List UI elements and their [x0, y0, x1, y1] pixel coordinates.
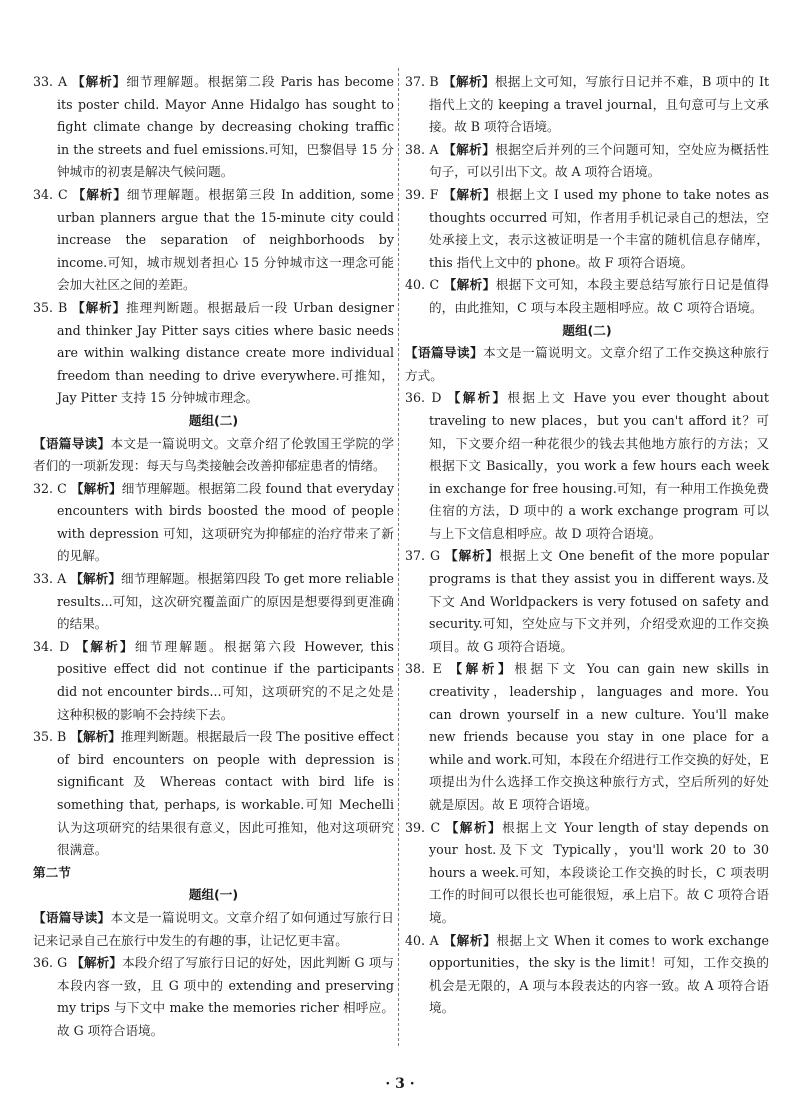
analysis-text: 根据下文 You can gain new skills in creativity，leadership，languages and more. You can drown yourself in a new culture. You'll make new friends because you stay in one place for a while and work.可知，本段在介绍进行工作交换的好处，E 项提出为什么选择工作交换这种旅行方式，空后所列的好处就是原因。故 E 项符合语境。 [429, 661, 769, 812]
page-number: · 3 · [385, 1076, 415, 1092]
analysis-tag: 【解析】 [75, 638, 135, 654]
analysis-text: 本段介绍了写旅行日记的好处，因此判断 G 项与本段内容一致，且 G 项中的 extending and preserving my trips 与下文中 make the memories richer 相呼应。故 G 项符合语境。 [57, 955, 394, 1038]
answer-item [33, 478, 394, 568]
analysis-tag: 【解析】 [72, 74, 127, 89]
intro-text: 本文是一篇说明文。文章介绍了工作交换这种旅行方式。 [405, 345, 770, 383]
answer-number: 34. D [33, 638, 70, 654]
analysis-tag: 【解析】 [70, 571, 122, 587]
answer-number: 35. B [33, 299, 68, 315]
analysis-tag: 【解析】 [443, 186, 497, 202]
answer-item [33, 71, 394, 184]
answer-number: 40. C [405, 277, 440, 293]
left-column [33, 71, 394, 1043]
answer-number: 33. A [33, 74, 68, 89]
answer-number: 36. G [33, 955, 68, 971]
analysis-text: 细节理解题。根据第二段 Paris has become its poster child. Mayor Anne Hidalgo has sought to fight climate change by decreasing choking traffic in the streets and fuel emissions.可知，巴黎倡导 15 分钟城市的初衷是解决气候问题。 [57, 74, 394, 180]
analysis-tag: 【解析】 [71, 955, 123, 971]
answer-item [33, 952, 394, 1042]
answer-item [405, 184, 769, 274]
analysis-text: 根据上文 Your length of stay depends on your host.及下文 Typically，you'll work 20 to 30 hours a week.可知，本段谈论工作交换的时长，C 项表明工作的时间可以很长也可能很短，承上启下。故 C 项符合语境。 [429, 819, 769, 925]
intro-tag: 【语篇导读】 [33, 909, 111, 925]
analysis-text: 根据空后并列的三个问题可知，空处应为概括性句子，可以引出下文。故 A 项符合语境。 [429, 141, 769, 180]
analysis-text: 推理判断题。根据最后一段 Urban designer and thinker Jay Pitter says cities where basic needs are within walking distance create more individual freedom than needing to drive everywhere.可推知，Jay Pitter 支持 15 分钟城市理念。 [57, 299, 394, 406]
answer-item [405, 274, 769, 319]
analysis-text: 根据上文 One benefit of the more popular programs is that they assist you in different ways.及下文 And Worldpackers is very fotused on safety and security.可知，空处应与下文并列，介绍受欢迎的工作交换项目。故 G 项符合语境。 [429, 548, 770, 654]
analysis-text: 细节理解题。根据第三段 In addition, some urban planners argue that the 15-minute city could increase the separation of neighborhoods by income.可知，城市规划者担心 15 分钟城市这一理念可能会加大社区之间的差距。 [57, 186, 394, 293]
analysis-text: 根据上文 When it comes to work exchange opportunities，the sky is the limit！可知，工作交换的机会是无限的，A 项与本段表达的内容一致。故 A 项符合语境。 [429, 932, 769, 1016]
analysis-tag: 【解析】 [447, 390, 508, 406]
answer-number: 33. A [33, 571, 67, 587]
analysis-text: 根据上文可知，写旅行日记并不难，B 项中的 It 指代上文的 keeping a travel journal，且句意可与上文承接。故 B 项符合语境。 [429, 74, 770, 135]
analysis-tag: 【解析】 [445, 819, 503, 835]
analysis-text: 细节理解题。根据第二段 found that everyday encounters with birds boosted the mood of people with depression 可知，这项研究为抑郁症的治疗带来了新的见解。 [57, 480, 395, 564]
intro-text: 本文是一篇说明文。文章介绍了如何通过写旅行日记来记录自己在旅行中发生的有趣的事，让记忆更丰富。 [33, 909, 395, 948]
answer-number: 38. A [405, 141, 439, 157]
answer-item [405, 71, 769, 139]
analysis-text: 根据下文可知，本段主要总结写旅行日记是值得的，由此推知，C 项与本段主题相呼应。故 C 项符合语境。 [429, 277, 769, 315]
answer-item [33, 568, 394, 636]
answer-item [33, 184, 394, 297]
group-title: 题组(一) [188, 887, 239, 903]
answer-number: 38. E [405, 661, 442, 677]
answer-number: 37. G [405, 548, 441, 564]
answer-number: 36. D [405, 390, 442, 406]
right-column [405, 71, 769, 1020]
analysis-text: 根据上文 Have you ever thought about traveling to new places，but you can't afford it？可知，下文要介绍一种花很少的钱去其他地方旅行的方法；又根据下文 Basically，you work a few hours each week in exchange for free housing.可知，有一种用工作换免费住宿的方法，D 项中的 a work exchange program 可以与上下文信息相呼应。故 D 项符合语境。 [429, 390, 769, 541]
answer-item [405, 387, 769, 545]
answer-item [405, 139, 769, 184]
answer-item [405, 545, 769, 658]
answer-number: 37. B [405, 74, 439, 89]
answer-number: 39. C [405, 819, 441, 835]
answer-number: 40. A [405, 932, 439, 948]
analysis-text: 推理判断题。根据最后一段 The positive effect of bird encounters on people with depression is significant 及 Whereas contact with bird life is something that, perhaps, is workable.可知 Mechelli 认为这项研究的结果很有意义，因此可推知，他对这项研究很满意。 [57, 729, 394, 858]
analysis-tag: 【解析】 [72, 299, 127, 315]
intro-text: 本文是一篇说明文。文章介绍了伦敦国王学院的学者们的一项新发现：每天与鸟类接触会改善抑郁症患者的情绪。 [33, 435, 395, 474]
answer-item [405, 930, 769, 1020]
answer-number: 35. B [33, 729, 67, 745]
analysis-text: 细节理解题。根据第六段 However, this positive effect did not continue if the participants did not encounter birds...可知，这项研究的不足之处是这种积极的影响不会持续下去。 [57, 638, 394, 722]
analysis-tag: 【解析】 [449, 661, 515, 677]
analysis-tag: 【解析】 [70, 480, 122, 496]
passage-intro [33, 433, 394, 478]
analysis-text: 根据上文 I used my phone to take notes as thoughts occurred 可知，作者用手机记录自己的想法，空处承接上文，表示这被证明是一个丰富的随机信息存储库，this 指代上文中的 phone。故 F 项符合语境。 [429, 186, 770, 270]
group-title: 题组(二) [188, 412, 239, 428]
intro-tag: 【语篇导读】 [405, 345, 484, 361]
passage-intro [405, 342, 769, 387]
intro-tag: 【语篇导读】 [33, 435, 111, 451]
column-divider [398, 68, 399, 1046]
answer-item [33, 297, 394, 410]
analysis-tag: 【解析】 [72, 186, 127, 202]
answer-number: 39. F [405, 186, 439, 202]
analysis-tag: 【解析】 [443, 141, 496, 157]
answer-item [405, 817, 769, 930]
passage-intro [33, 907, 394, 952]
analysis-tag: 【解析】 [443, 277, 496, 293]
section-title: 第二节 [33, 864, 71, 880]
answer-number: 34. C [33, 186, 68, 202]
analysis-tag: 【解析】 [70, 729, 121, 745]
analysis-tag: 【解析】 [445, 548, 500, 564]
analysis-text: 细节理解题。根据第四段 To get more reliable results...可知，这次研究覆盖面广的原因是想要得到更准确的结果。 [57, 571, 394, 632]
answer-item [405, 658, 769, 816]
answer-item [33, 636, 394, 726]
analysis-tag: 【解析】 [443, 932, 497, 948]
group-title: 题组(二) [562, 322, 612, 338]
answer-item [33, 726, 394, 862]
answer-number: 32. C [33, 480, 67, 496]
analysis-tag: 【解析】 [443, 74, 495, 89]
